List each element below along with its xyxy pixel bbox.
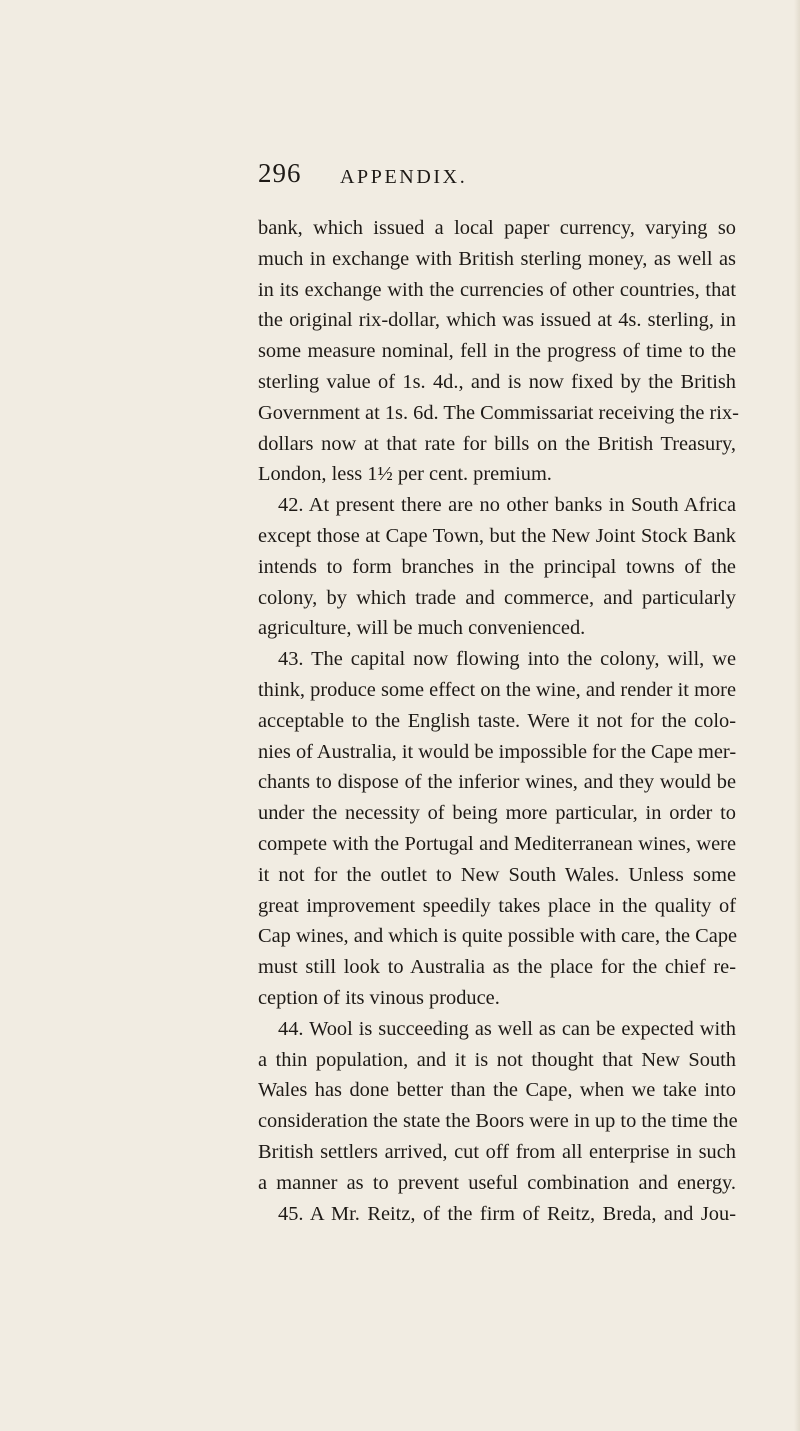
text-line: it not for the outlet to New South Wales. Unless some	[258, 863, 736, 886]
running-head: APPENDIX.	[340, 166, 468, 188]
text-line: much in exchange with British sterling money, as well as	[258, 247, 736, 270]
text-line: the original rix-dollar, which was issued at 4s. sterling, in	[258, 309, 736, 332]
text-line: must still look to Australia as the place for the chief re-	[258, 956, 736, 979]
text-line: agriculture, will be much convenienced.	[258, 617, 586, 640]
text-line: chants to dispose of the inferior wines, and they would be	[258, 771, 736, 794]
text-line: British settlers arrived, cut off from all enterprise in such	[258, 1140, 736, 1163]
text-line: acceptable to the English taste. Were it not for the colo-	[258, 709, 736, 732]
text-line: Wales has done better than the Cape, when we take into	[258, 1079, 736, 1102]
text-line: 44. Wool is succeeding as well as can be expected with	[278, 1017, 736, 1040]
text-line: under the necessity of being more particular, in order to	[258, 802, 736, 825]
text-line: 43. The capital now flowing into the colony, will, we	[278, 648, 736, 671]
page-number: 296	[258, 158, 302, 188]
text-line: London, less 1½ per cent. premium.	[258, 463, 552, 486]
text-line: great improvement speedily takes place in the quality of	[258, 894, 736, 917]
text-line: a manner as to prevent useful combination and energy.	[258, 1171, 736, 1194]
text-line: nies of Australia, it would be impossible for the Cape mer-	[258, 740, 737, 763]
text-line: 45. A Mr. Reitz, of the firm of Reitz, Breda, and Jou-	[278, 1202, 736, 1225]
text-line: except those at Cape Town, but the New Joint Stock Bank	[258, 524, 736, 547]
text-line: some measure nominal, fell in the progress of time to the	[258, 340, 736, 363]
text-line: Government at 1s. 6d. The Commissariat receiving the rix-	[258, 401, 739, 424]
text-line: colony, by which trade and commerce, and particularly	[258, 586, 736, 609]
text-line: ception of its vinous produce.	[258, 986, 500, 1009]
body-text	[258, 213, 739, 1229]
text-line: dollars now at that rate for bills on the British Treasury,	[258, 432, 736, 455]
page-edge-shadow	[794, 0, 800, 1431]
text-line: compete with the Portugal and Mediterranean wines, were	[258, 832, 736, 855]
text-line: bank, which issued a local paper currency, varying so	[258, 217, 736, 239]
text-line: intends to form branches in the principal towns of the	[258, 555, 736, 578]
text-line: sterling value of 1s. 4d., and is now fixed by the British	[258, 370, 736, 393]
text-line: a thin population, and it is not thought that New South	[258, 1048, 736, 1071]
text-line: Cap wines, and which is quite possible with care, the Cape	[258, 925, 738, 948]
text-line: 42. At present there are no other banks in South Africa	[278, 494, 736, 517]
text-line: in its exchange with the currencies of other countries, that	[258, 278, 736, 301]
text-line: think, produce some effect on the wine, and render it more	[258, 678, 736, 701]
text-line: consideration the state the Boors were in up to the time the	[258, 1110, 738, 1133]
